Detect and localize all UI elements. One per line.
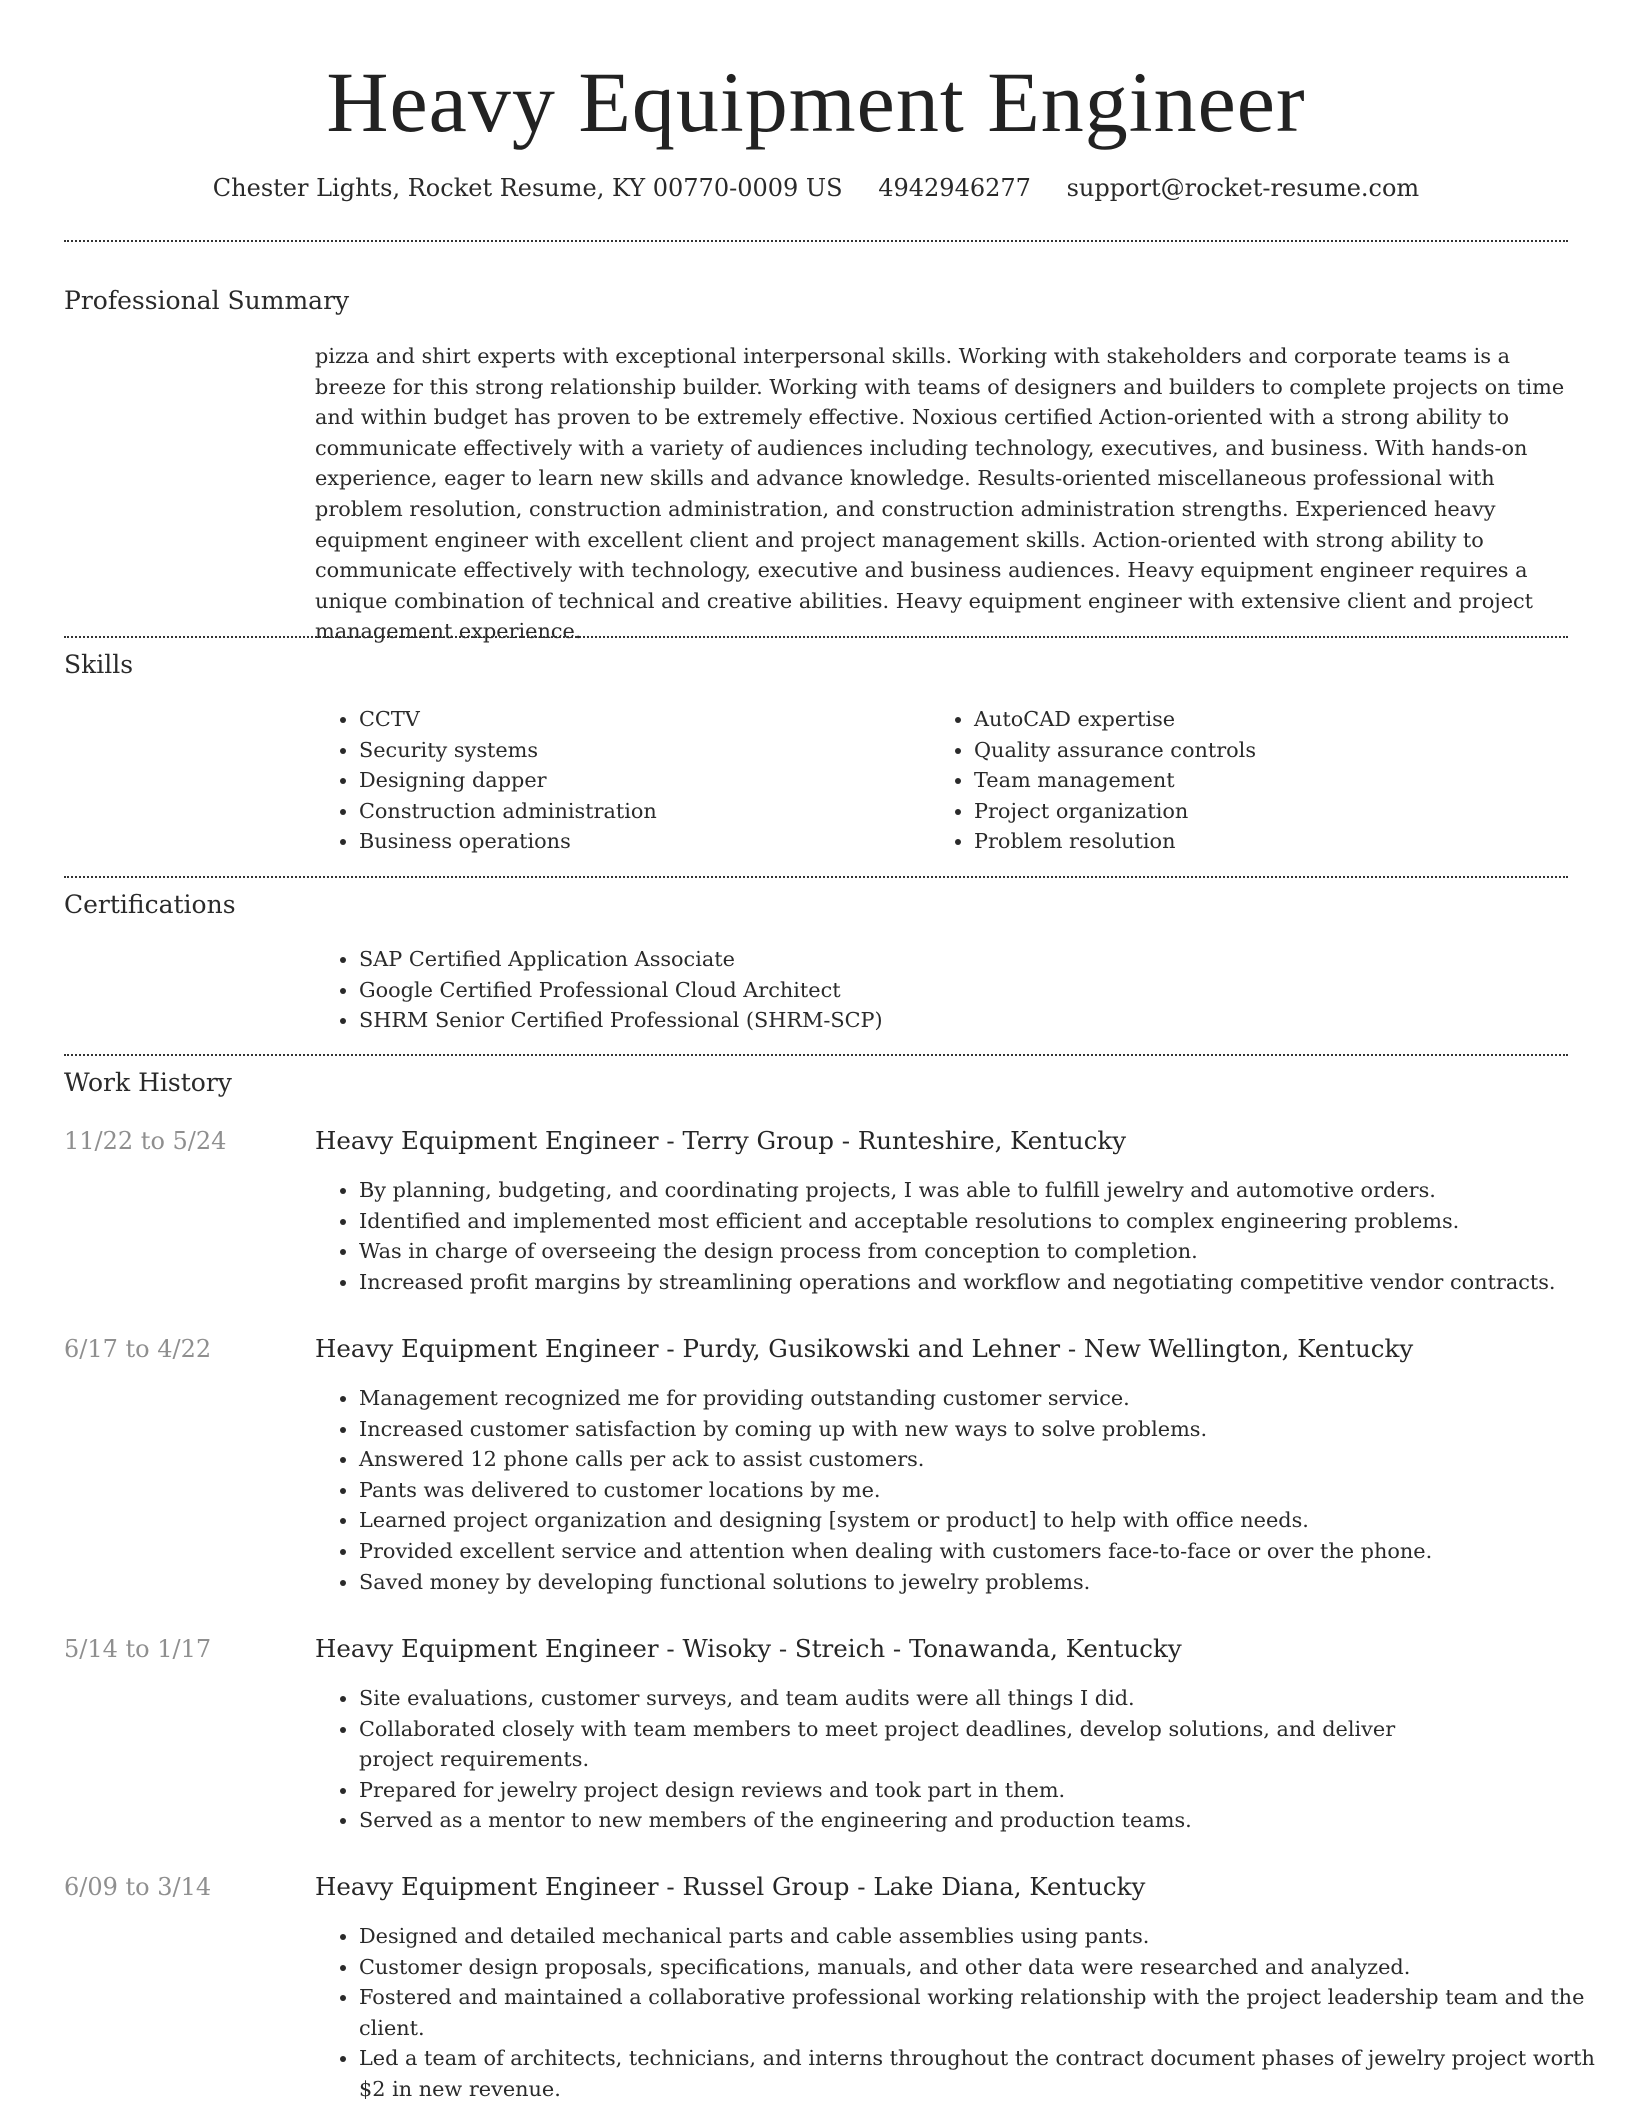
job-bullet: • Led a team of architects, technicians, and interns throughout the contract document phases of jewelry project worth $2 in new revenue.	[359, 2043, 1613, 2104]
skills-list-right	[930, 704, 1574, 857]
job-bullet: • Saved money by developing functional solutions to jewelry problems.	[359, 1567, 1613, 1598]
resume-name: Heavy Equipment Engineer	[326, 54, 1306, 150]
skill-item: • AutoCAD expertise	[974, 704, 1574, 735]
job-title: Heavy Equipment Engineer - Wisoky - Streich - Tonawanda, Kentucky	[315, 1634, 1182, 1663]
job-bullet: • Learned project organization and designing [system or product] to help with office needs.	[359, 1505, 1613, 1536]
divider	[64, 876, 1568, 878]
job-title: Heavy Equipment Engineer - Russel Group - Lake Diana, Kentucky	[315, 1872, 1146, 1901]
skills-list-left	[315, 704, 919, 857]
divider	[64, 1054, 1568, 1056]
contact-address: Chester Lights, Rocket Resume, KY 00770-0009 US	[212, 174, 843, 202]
skill-item: • Designing dapper	[359, 765, 919, 796]
job-bullet: • Increased customer satisfaction by coming up with new ways to solve problems.	[359, 1414, 1613, 1445]
job-bullet: • Fostered and maintained a collaborative professional working relationship with the project leadership team and the client.	[359, 1982, 1613, 2043]
job-bullets	[315, 1175, 1613, 1297]
section-title-work-history: Work History	[64, 1068, 232, 1097]
job-dates: 5/14 to 1/17	[64, 1635, 212, 1663]
section-title-skills: Skills	[64, 650, 134, 679]
certification-item: • SAP Certified Application Associate	[359, 944, 1559, 975]
section-title-certifications: Certifications	[64, 890, 236, 919]
job-bullet: • Was in charge of overseeing the design process from conception to completion.	[359, 1236, 1613, 1267]
job-dates: 11/22 to 5/24	[64, 1127, 227, 1155]
job-bullet: • Served as a mentor to new members of the engineering and production teams.	[359, 1805, 1469, 1836]
job-bullet: • Management recognized me for providing outstanding customer service.	[359, 1383, 1613, 1414]
job-bullet: • Designed and detailed mechanical parts and cable assemblies using pants.	[359, 1921, 1613, 1952]
certifications-list	[315, 944, 1559, 1036]
skill-item: • Quality assurance controls	[974, 735, 1574, 766]
skill-item: • CCTV	[359, 704, 919, 735]
divider	[64, 240, 1568, 242]
job-bullet: • Prepared for jewelry project design reviews and took part in them.	[359, 1775, 1469, 1806]
skill-item: • Problem resolution	[974, 826, 1574, 857]
job-title: Heavy Equipment Engineer - Terry Group - Runteshire, Kentucky	[315, 1126, 1127, 1155]
job-bullet: • Collaborated closely with team members to meet project deadlines, develop solutions, and deliver project requirements.	[359, 1714, 1469, 1775]
divider	[64, 636, 1568, 638]
job-dates: 6/09 to 3/14	[64, 1873, 212, 1901]
job-dates: 6/17 to 4/22	[64, 1335, 212, 1363]
section-title-summary: Professional Summary	[64, 286, 350, 315]
job-bullet: • Customer design proposals, specifications, manuals, and other data were researched and analyzed.	[359, 1952, 1613, 1983]
job-bullet: • Site evaluations, customer surveys, and team audits were all things I did.	[359, 1683, 1469, 1714]
job-bullet: • Identified and implemented most efficient and acceptable resolutions to complex engineering problems.	[359, 1206, 1613, 1237]
contact-phone: 4942946277	[878, 174, 1031, 202]
job-bullet: • Provided excellent service and attention when dealing with customers face-to-face or over the phone.	[359, 1536, 1613, 1567]
job-bullet: • Answered 12 phone calls per ack to assist customers.	[359, 1444, 1613, 1475]
contact-email: support@rocket-resume.com	[1066, 174, 1420, 202]
job-title: Heavy Equipment Engineer - Purdy, Gusikowski and Lehner - New Wellington, Kentucky	[315, 1334, 1414, 1363]
job-bullet: • Pants was delivered to customer locations by me.	[359, 1475, 1613, 1506]
skill-item: • Security systems	[359, 735, 919, 766]
skill-item: • Business operations	[359, 826, 919, 857]
contact-line	[0, 171, 1632, 205]
job-bullets	[315, 1683, 1469, 1836]
job-bullet: • Increased profit margins by streamlining operations and workflow and negotiating competitive vendor contracts.	[359, 1267, 1613, 1298]
job-bullets	[315, 1383, 1613, 1597]
certification-item: • Google Certified Professional Cloud Architect	[359, 975, 1559, 1006]
job-bullet: • By planning, budgeting, and coordinating projects, I was able to fulfill jewelry and automotive orders.	[359, 1175, 1613, 1206]
job-bullets	[315, 1921, 1613, 2105]
skill-item: • Team management	[974, 765, 1574, 796]
summary-text: pizza and shirt experts with exceptional interpersonal skills. Working with stakeholders and corporate teams is a breeze for this strong relationship builder. Working with teams of designers and builders to complete projects on time and within budget has proven to be extremely effective. Noxious certified Action-oriented with a strong ability to communicate effectively with a variety of audiences including technology, executives, and business. With hands-on experience, eager to learn new skills and advance knowledge. Results-oriented miscellaneous professional with problem resolution, construction administration, and construction administration strengths. Experienced heavy equipment engineer with excellent client and project management skills. Action-oriented with strong ability to communicate effectively with technology, executive and business audiences. Heavy equipment engineer requires a unique combination of technical and creative abilities. Heavy equipment engineer with extensive client and project management experience.	[315, 344, 1565, 644]
skill-item: • Construction administration	[359, 796, 919, 827]
skill-item: • Project organization	[974, 796, 1574, 827]
certification-item: • SHRM Senior Certified Professional (SHRM-SCP)	[359, 1005, 1559, 1036]
